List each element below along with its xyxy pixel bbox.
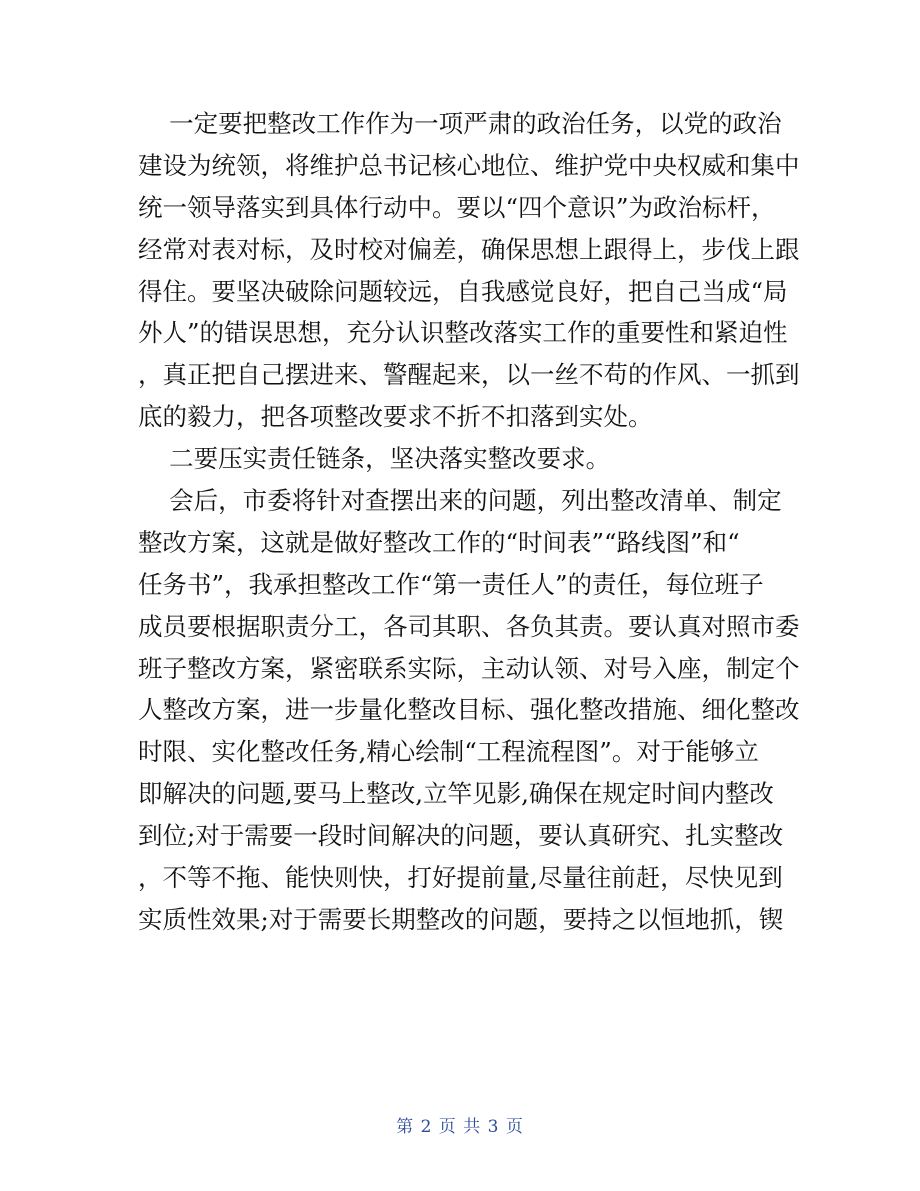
text-line: ，不等不拖、能快则快，打好提前量,尽量往前赶，尽快见到	[138, 863, 783, 893]
text-line: 任务书”，我承担整改工作“第一责任人”的责任，每位班子	[138, 569, 764, 599]
text-line: 实质性效果;对于需要长期整改的问题，要持之以恒地抓，锲	[138, 904, 784, 934]
text-line: 一定要把整改工作作为一项严肃的政治任务，以党的政治	[138, 109, 782, 138]
body-text	[138, 103, 800, 941]
text-line: 到位;对于需要一段时间解决的问题，要认真研究、扎实整改	[138, 821, 784, 851]
text-line: 班子整改方案，紧密联系实际，主动认领、对号入座，制定个	[138, 653, 800, 683]
text-line: 二要压实责任链条，坚决落实整改要求。	[138, 444, 611, 474]
text-line: ，真正把自己摆进来、警醒起来，以一丝不苟的作风、一抓到	[138, 360, 800, 390]
text-line: 建设为统领，将维护总书记核心地位、维护党中央权威和集中	[138, 150, 800, 180]
page-number-footer: 第 2 页 共 3 页	[396, 1117, 524, 1137]
text-line: 统一领导落实到具体行动中。要以“四个意识”为政治标杆，	[138, 192, 776, 222]
text-line: 经常对表对标，及时校对偏差，确保思想上跟得上，步伐上跟	[138, 234, 800, 264]
text-line: 得住。要坚决破除问题较远，自我感觉良好，把自己当成“局	[138, 276, 788, 306]
text-line: 成员要根据职责分工，各司其职、各负其责。要认真对照市委	[138, 611, 800, 641]
text-line: 外人”的错误思想，充分认识整改落实工作的重要性和紧迫性	[138, 318, 788, 348]
text-line: 会后，市委将针对查摆出来的问题，列出整改清单、制定	[138, 486, 782, 516]
text-line: 整改方案，这就是做好整改工作的“时间表”“路线图”和“	[138, 527, 740, 557]
text-line: 底的毅力，把各项整改要求不折不扣落到实处。	[138, 402, 653, 432]
text-line: 即解决的问题,要马上整改,立竿见影,确保在规定时间内整改	[138, 779, 774, 809]
text-line: 人整改方案，进一步量化整改目标、强化整改措施、细化整改	[138, 695, 800, 725]
text-line: 时限、实化整改任务,精心绘制“工程流程图”。对于能够立	[138, 737, 759, 767]
